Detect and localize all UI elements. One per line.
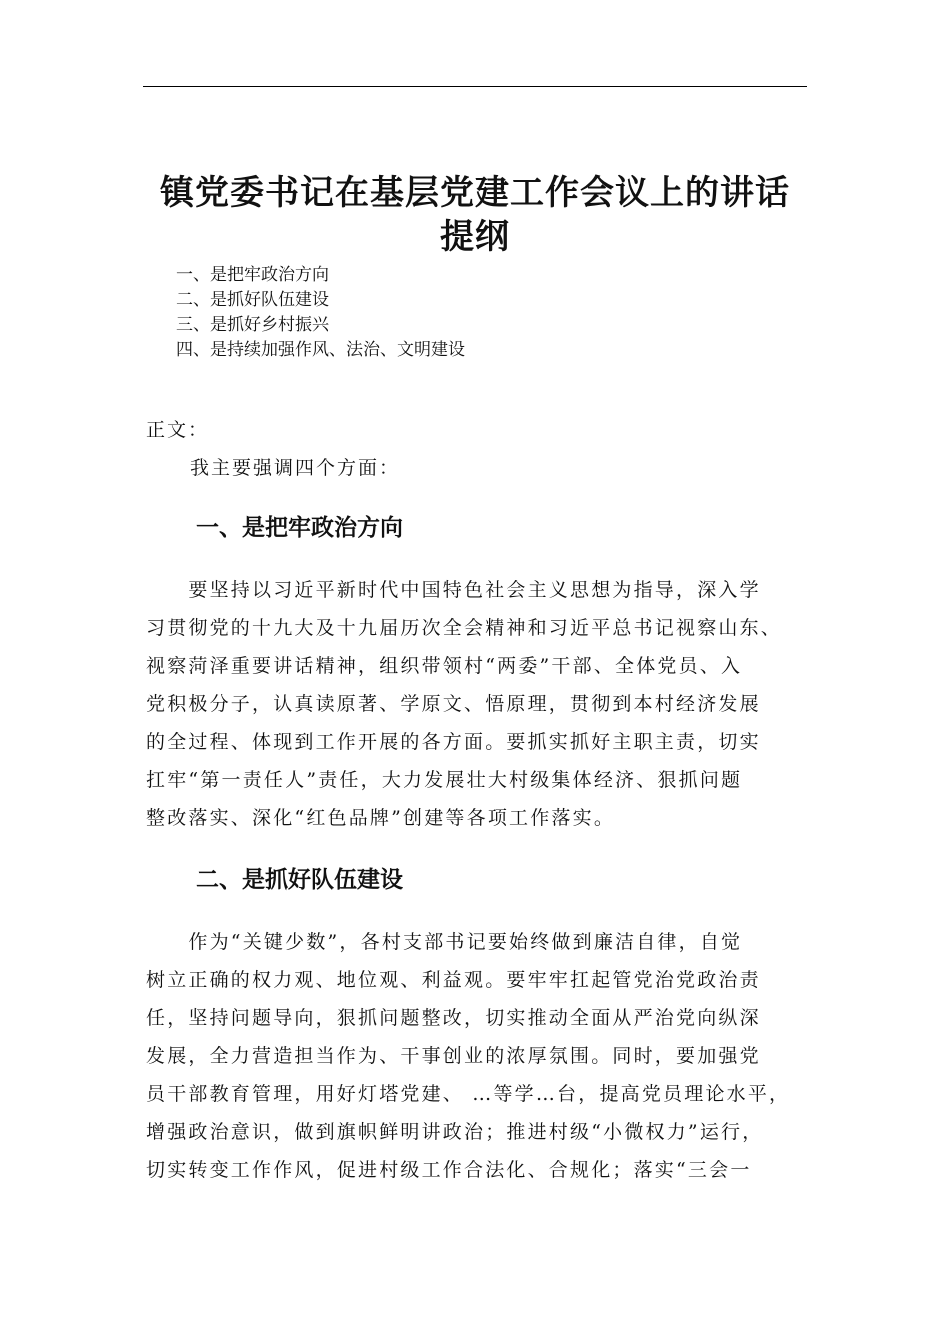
paragraph-line: 树立正确的权力观、地位观、利益观。要牢牢扛起管党治党政治责 [146,969,761,991]
outline-item: 四、是持续加强作风、法治、文明建设 [176,340,465,360]
body-label: 正文： [146,419,210,441]
section-heading: 二、是抓好队伍建设 [196,867,403,893]
document-title-line-1: 镇党委书记在基层党建工作会议上的讲话 [160,173,790,213]
paragraph-line: 增强政治意识，做到旗帜鲜明讲政治；推进村级“小微权力”运行， [146,1121,764,1143]
paragraph-line: 切实转变工作作风，促进村级工作合法化、合规化；落实“三会一 [146,1159,752,1181]
paragraph-line: 员干部教育管理，用好灯塔党建、 …等学…台，提高党员理论水平， [146,1083,791,1105]
header-rule [143,86,807,87]
paragraph-line: 扛牢“第一责任人”责任，大力发展壮大村级集体经济、狠抓问题 [146,769,743,791]
document-title-line-2: 提纲 [440,217,510,257]
paragraph-line: 要坚持以习近平新时代中国特色社会主义思想为指导，深入学 [146,579,761,601]
paragraph-line: 视察菏泽重要讲话精神，组织带领村“两委”干部、全体党员、入 [146,655,743,677]
paragraph-line: 习贯彻党的十九大及十九届历次全会精神和习近平总书记视察山东、 [146,617,783,639]
section-heading: 一、是把牢政治方向 [196,515,403,541]
section-paragraph [146,923,810,1189]
outline-item: 二、是抓好队伍建设 [176,290,329,310]
paragraph-line: 整改落实、深化“红色品牌”创建等各项工作落实。 [146,807,616,829]
paragraph-line: 的全过程、体现到工作开展的各方面。要抓实抓好主职主责，切实 [146,731,761,753]
outline-item: 一、是把牢政治方向 [176,265,329,285]
paragraph-line: 作为“关键少数”，各村支部书记要始终做到廉洁自律，自觉 [146,931,743,953]
paragraph-line: 任，坚持问题导向，狠抓问题整改，切实推动全面从严治党向纵深 [146,1007,761,1029]
paragraph-line: 党积极分子，认真读原著、学原文、悟原理，贯彻到本村经济发展 [146,693,761,715]
section-paragraph [146,571,810,837]
outline-item: 三、是抓好乡村振兴 [176,315,329,335]
intro-text: 我主要强调四个方面： [190,457,401,479]
paragraph-line: 发展，全力营造担当作为、干事创业的浓厚氛围。同时，要加强党 [146,1045,761,1067]
outline-list [176,263,465,363]
